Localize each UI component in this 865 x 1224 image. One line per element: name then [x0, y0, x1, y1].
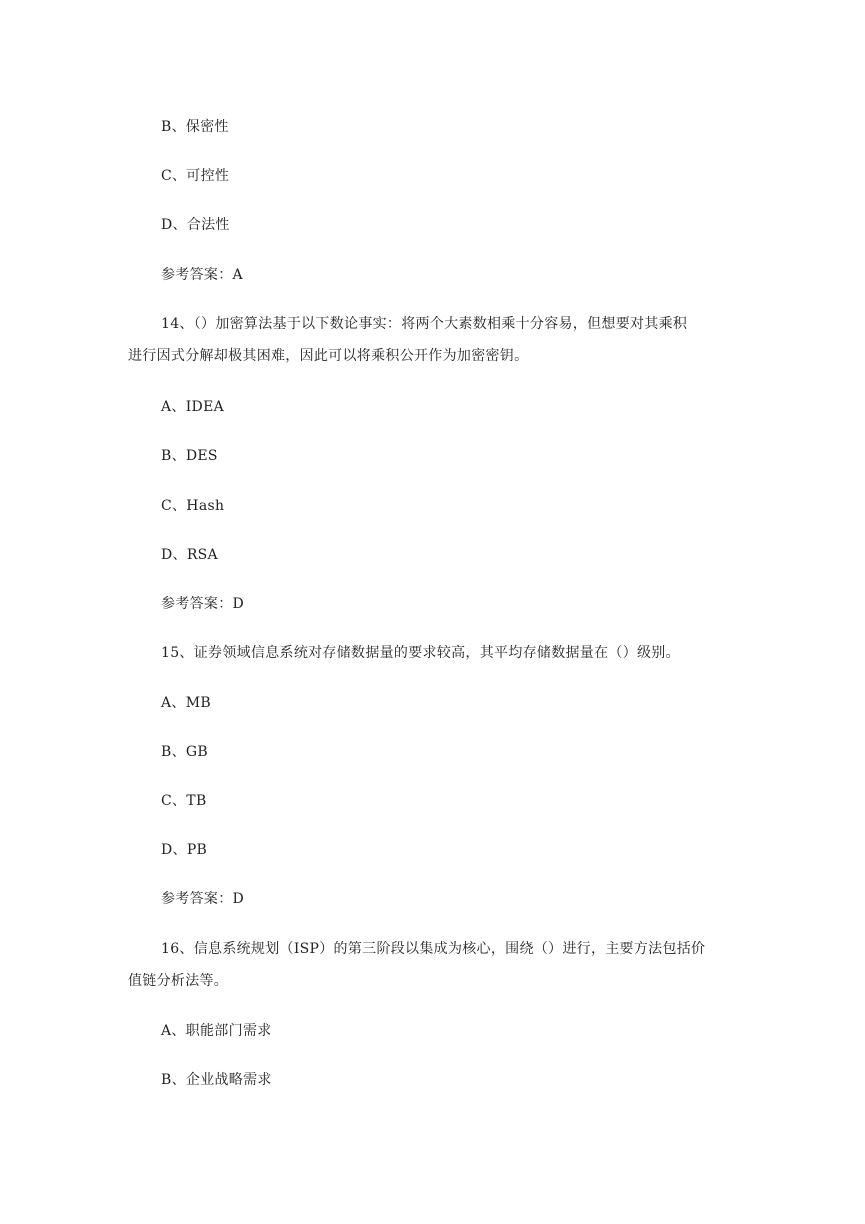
question-14-line-1: 14、（）加密算法基于以下数论事实：将两个大素数相乘十分容易，但想要对其乘积 [161, 316, 688, 332]
answer-q14: 参考答案：D [161, 596, 245, 612]
option-b-q14: B、DES [161, 448, 218, 464]
option-c-q14: C、Hash [161, 498, 225, 514]
option-a-q14: A、IDEA [161, 399, 224, 415]
option-b-q15: B、GB [161, 744, 208, 760]
option-d-q14: D、RSA [161, 547, 218, 563]
question-14-line-2: 进行因式分解却极其困难，因此可以将乘积公开作为加密密钥。 [128, 348, 529, 364]
option-c-q13: C、可控性 [161, 168, 230, 184]
option-b-q13: B、保密性 [161, 119, 229, 135]
option-d-q15: D、PB [161, 842, 208, 858]
question-16-line-2: 值链分析法等。 [128, 973, 229, 989]
option-b-q16: B、企业战略需求 [161, 1072, 272, 1088]
answer-q13: 参考答案：A [161, 267, 243, 283]
option-a-q16: A、职能部门需求 [161, 1023, 272, 1039]
option-a-q15: A、MB [161, 695, 211, 711]
question-15: 15、证券领域信息系统对存储数据量的要求较高，其平均存储数据量在（）级别。 [161, 645, 680, 661]
answer-q15: 参考答案：D [161, 891, 245, 907]
option-d-q13: D、合法性 [161, 217, 230, 233]
option-c-q15: C、TB [161, 793, 207, 809]
question-16-line-1: 16、信息系统规划（ISP）的第三阶段以集成为核心，围绕（）进行，主要方法包括价 [161, 941, 706, 957]
